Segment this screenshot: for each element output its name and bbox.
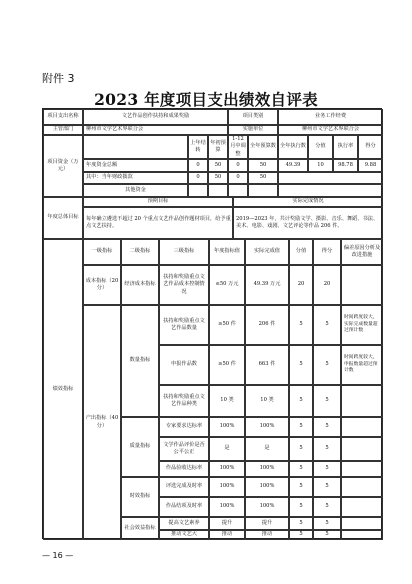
indicator-header: 年度指标值 xyxy=(209,239,245,265)
funds-cell: 10 xyxy=(308,159,333,172)
indicator-header: 实际完成值 xyxy=(245,239,289,265)
indicator-target: 100% xyxy=(209,477,245,497)
project-category-label: 项目类别 xyxy=(228,109,278,125)
indicator-l3: 作品验收达标率 xyxy=(159,461,209,477)
indicator-l3: 文学作品评价是否公平公正 xyxy=(159,437,209,461)
indicator-score-value: 5 xyxy=(289,461,313,477)
indicator-note xyxy=(341,497,383,517)
funds-cell-blank xyxy=(278,184,383,197)
funds-cell: 0 xyxy=(188,159,208,172)
indicator-target: ≥50 件 xyxy=(209,345,245,385)
funds-cell: 50 xyxy=(248,159,278,172)
indicator-note xyxy=(341,477,383,497)
indicator-note xyxy=(341,385,383,417)
indicator-score: 5 xyxy=(313,530,341,540)
indicator-actual: 提升 xyxy=(245,517,289,530)
funds-header: 1-12 月中调整 xyxy=(228,135,248,159)
indicator-score-value: 5 xyxy=(289,530,313,540)
goals-expected-header: 预期目标 xyxy=(83,197,233,207)
funds-cell xyxy=(228,184,248,197)
indicator-actual: 663 件 xyxy=(245,345,289,385)
funds-header: 全年预算数 xyxy=(248,135,278,159)
indicator-score-value: 5 xyxy=(289,385,313,417)
indicator-score-value: 20 xyxy=(289,265,313,305)
funds-cell: 0 xyxy=(228,159,248,172)
funds-row-label: 年度资金总额 xyxy=(83,159,188,172)
indicator-note: 时间跨度较大，申报数量超过预计数 xyxy=(341,345,383,385)
indicator-score-value: 5 xyxy=(289,437,313,461)
page-title: 2023 年度项目支出绩效自评表 xyxy=(94,90,318,109)
indicator-l3: 评选完成及时率 xyxy=(159,477,209,497)
indicator-actual: 100% xyxy=(245,417,289,437)
funds-cell-blank xyxy=(278,172,383,184)
cost-level2: 经济成本指标 xyxy=(121,265,159,305)
quantity-level2: 数量指标 xyxy=(121,305,159,417)
funds-row-label: 其他资金 xyxy=(83,184,188,197)
indicator-note xyxy=(341,417,383,437)
goals-expected-text: 每年确立遴选不超过 20 个重点文艺作品创作题材项目，给予重点文艺扶持。 xyxy=(83,207,233,239)
funds-label: 项目资金（万元） xyxy=(43,135,83,197)
indicator-l3: 申报作品数 xyxy=(159,345,209,385)
funds-header-blank xyxy=(83,135,188,159)
dept-label: 主管部门 xyxy=(43,125,83,135)
funds-header: 分值 xyxy=(308,135,333,159)
indicator-actual: 是 xyxy=(245,437,289,461)
indicators-group-label: 绩效指标 xyxy=(43,239,83,540)
indicator-score-value: 5 xyxy=(289,417,313,437)
indicator-l3: 扶持和奖励重点文艺作品成本控制情况 xyxy=(159,265,209,305)
indicator-l3: 提高文艺素养 xyxy=(159,517,209,530)
funds-cell: 9.88 xyxy=(358,159,383,172)
indicator-score: 20 xyxy=(313,265,341,305)
indicator-actual: 10 类 xyxy=(245,385,289,417)
indicator-score-value: 5 xyxy=(289,497,313,517)
goals-actual-text: 2019—2023 年，共计奖励文学、摄影、音乐、舞蹈、书法、美术、电影、戏剧、文艺评论等作品 206 件。 xyxy=(233,207,383,239)
performance-table xyxy=(42,108,382,539)
funds-header: 全年执行数 xyxy=(278,135,308,159)
funds-header: 上年结转 xyxy=(188,135,208,159)
funds-cell: 0 xyxy=(188,172,208,184)
indicator-score: 5 xyxy=(313,461,341,477)
project-name-label: 项目支出名称 xyxy=(43,109,83,125)
funds-cell: 0 xyxy=(228,172,248,184)
indicator-l3: 扶持和奖励重点文艺作品数量 xyxy=(159,305,209,345)
indicator-target: ≥50 件 xyxy=(209,305,245,345)
indicator-target: ≤50 万元 xyxy=(209,265,245,305)
funds-row-label: 其中：当年财政拨款 xyxy=(83,172,188,184)
indicator-note xyxy=(341,530,383,540)
indicator-score-value: 5 xyxy=(289,517,313,530)
indicator-score: 5 xyxy=(313,345,341,385)
funds-header: 年初预算 xyxy=(208,135,228,159)
funds-header: 执行率 xyxy=(333,135,358,159)
time-level2: 时效指标 xyxy=(121,477,159,517)
indicator-header: 三级指标 xyxy=(159,239,209,265)
indicator-target: 100% xyxy=(209,417,245,437)
indicator-actual: 100% xyxy=(245,461,289,477)
indicator-score-value: 5 xyxy=(289,477,313,497)
indicator-l3: 扶持和奖励重点文艺作品种类 xyxy=(159,385,209,417)
funds-cell: 49.39 xyxy=(278,159,308,172)
social-level2: 社会效益指标 xyxy=(121,517,159,540)
funds-cell: 50 xyxy=(248,172,278,184)
indicator-actual: 49.39 万元 xyxy=(245,265,289,305)
indicator-note xyxy=(341,437,383,461)
page-number: — 16 — xyxy=(42,551,74,560)
indicator-note xyxy=(341,461,383,477)
indicator-actual: 推动 xyxy=(245,530,289,540)
funds-header: 得分 xyxy=(358,135,383,159)
attachment-label: 附件 3 xyxy=(42,72,75,85)
indicator-actual: 100% xyxy=(245,477,289,497)
indicator-l3: 推动文艺大 xyxy=(159,530,209,540)
indicator-score: 5 xyxy=(313,385,341,417)
indicator-actual: 100% xyxy=(245,497,289,517)
funds-cell xyxy=(188,184,208,197)
project-name-value: 文艺作品创作扶持和成果奖励 xyxy=(83,109,228,125)
indicator-l3: 专家要求达标率 xyxy=(159,417,209,437)
indicator-score: 5 xyxy=(313,517,341,530)
indicator-score: 5 xyxy=(313,305,341,345)
impl-unit-value: 柳州市文学艺术界联合会 xyxy=(278,125,383,135)
funds-cell: 50 xyxy=(208,172,228,184)
indicator-score: 5 xyxy=(313,477,341,497)
indicator-header: 一级指标 xyxy=(83,239,121,265)
indicator-target: 推动 xyxy=(209,530,245,540)
goals-label: 年度总体目标 xyxy=(43,197,83,239)
indicator-note xyxy=(341,517,383,530)
indicator-score-value: 5 xyxy=(289,305,313,345)
indicator-header: 二级指标 xyxy=(121,239,159,265)
indicator-target: 10 类 xyxy=(209,385,245,417)
impl-unit-label: 实施单位 xyxy=(228,125,278,135)
indicator-l3: 作品结项及时率 xyxy=(159,497,209,517)
goals-actual-header: 实际完成情况 xyxy=(233,197,383,207)
indicator-score-value: 5 xyxy=(289,345,313,385)
funds-cell xyxy=(208,184,228,197)
indicator-target: 100% xyxy=(209,497,245,517)
indicator-score: 5 xyxy=(313,497,341,517)
indicator-target: 100% xyxy=(209,461,245,477)
cost-level1: 成本指标（20 分） xyxy=(83,265,121,305)
project-category-value: 业务工作经费 xyxy=(278,109,383,125)
output-level1: 产出指标（40 分） xyxy=(83,305,121,540)
indicator-actual: 206 件 xyxy=(245,305,289,345)
funds-cell: 50 xyxy=(208,159,228,172)
indicator-header: 偏差原因分析及改进措施 xyxy=(341,239,383,265)
indicator-target: 是 xyxy=(209,437,245,461)
indicator-score: 5 xyxy=(313,437,341,461)
quality-level2: 质量指标 xyxy=(121,417,159,477)
indicator-note xyxy=(341,265,383,305)
funds-cell: 98.78 xyxy=(333,159,358,172)
dept-value: 柳州市文学艺术界联合会 xyxy=(83,125,228,135)
funds-cell xyxy=(248,184,278,197)
indicator-note: 时间跨度较大，实际完成数量超过预计数 xyxy=(341,305,383,345)
indicator-score: 5 xyxy=(313,417,341,437)
indicator-header: 分值 xyxy=(289,239,313,265)
indicator-target: 提升 xyxy=(209,517,245,530)
indicator-header: 得分 xyxy=(313,239,341,265)
